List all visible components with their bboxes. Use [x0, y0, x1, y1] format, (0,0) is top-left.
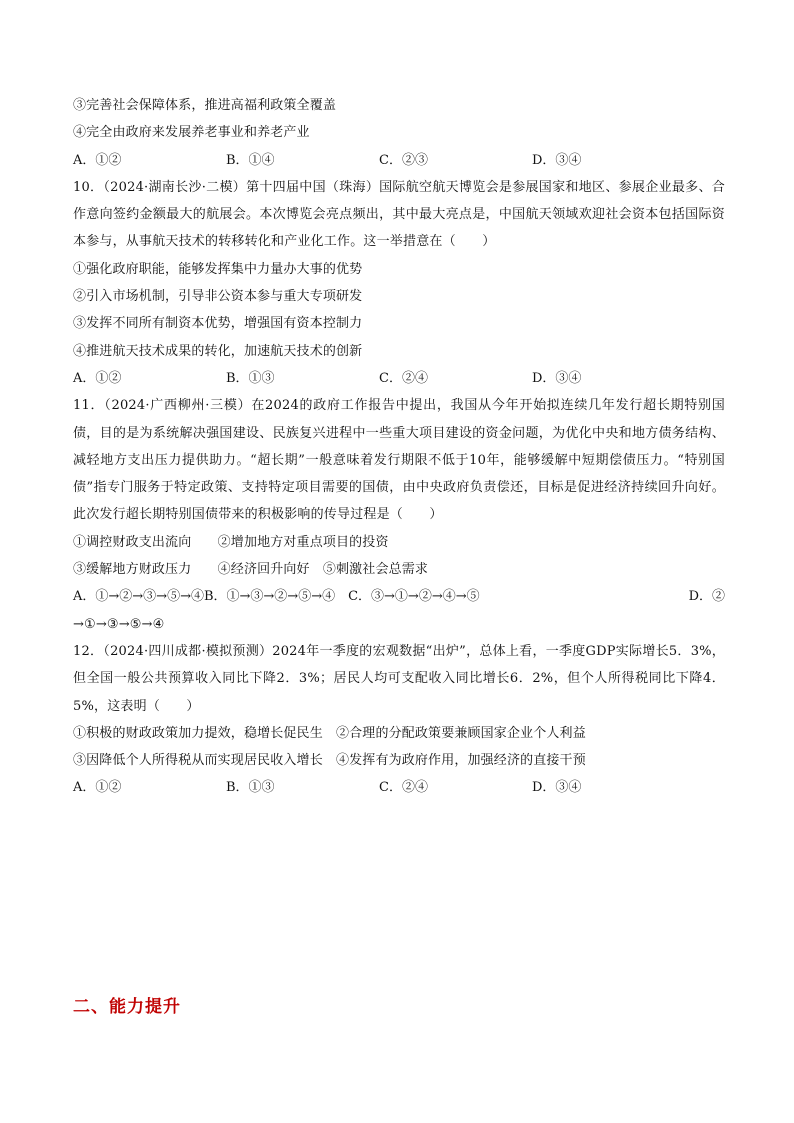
q10-option-3: ③发挥不同所有制资本优势，增强国有资本控制力	[73, 316, 363, 332]
q12-answer-a: A．①②	[73, 780, 122, 796]
q9-answer-d: D．③④	[532, 152, 582, 168]
q11-answer-d-tail: →①→③→⑤→④	[73, 616, 165, 632]
q10-answer-d: D．③④	[532, 370, 582, 386]
q9-answer-c: C．②③	[379, 152, 428, 168]
q10-option-2: ②引入市场机制，引导非公资本参与重大专项研发	[73, 289, 363, 305]
q9-answer-b: B．①④	[226, 152, 275, 168]
q9-answer-a: A．①②	[73, 152, 122, 168]
q10-answer-b: B．①③	[226, 370, 275, 386]
q11-items-line-2: ③缓解地方财政压力 ④经济回升向好 ⑤刺激社会总需求	[73, 562, 429, 578]
q12-answer-b: B．①③	[226, 780, 275, 796]
q12-answer-choices	[73, 774, 725, 801]
q10-answer-a: A．①②	[73, 370, 122, 386]
q10-option-1: ①强化政府职能，能够发挥集中力量办大事的优势	[73, 261, 363, 277]
q9-answer-choices	[73, 147, 725, 174]
q11-items-line-1: ①调控财政支出流向 ②增加地方对重点项目的投资	[73, 534, 389, 550]
q10-option-4: ④推进航天技术成果的转化，加速航天技术的创新	[73, 343, 363, 359]
q9-option-3: ③完善社会保障体系，推进高福利政策全覆盖	[73, 98, 337, 113]
q9-option-4: ④完全由政府来发展养老事业和养老产业	[73, 125, 310, 141]
q10-answer-choices	[73, 365, 725, 392]
q11-stem: 11．（2024·广西柳州·三模）在2024的政府工作报告中提出，我国从今年开始拟连续几年发行超长期特别国债，目的是为系统解决强国建设、民族复兴进程中一些重大项目建设的资金问题，为优化中央和地方债务结构、减轻地方支出压力提供助力。“超长期”一般意味着发行期限不低于10年，能够缓解中短期偿债压力。“特别国债”指专门服务于特定政策、支持特定项目需要的国债，由中央政府负责偿还，目标是促进经济持续回升向好。此次发行超长期特别国债带来的积极影响的传导过程是（ ）	[73, 398, 725, 523]
q12-stem: 12．（2024·四川成都·模拟预测）2024年一季度的宏观数据“出炉”，总体上看，一季度GDP实际增长5．3%，但全国一般公共预算收入同比下降2．3%；居民人均可支配收入同比增长6．2%，但个人所得税同比下降4．5%，这表明（ ）	[73, 643, 725, 714]
q12-items-line-1: ①积极的财政政策加力提效，稳增长促民生 ②合理的分配政策要兼顾国家企业个人利益	[73, 725, 586, 741]
q11-answer-choices	[73, 583, 725, 610]
q11-answers-abc: A．①→②→③→⑤→④B．①→③→②→⑤→④ C．③→①→②→④→⑤	[73, 589, 480, 605]
q10-stem: 10．（2024·湖南长沙·二模）第十四届中国（珠海）国际航空航天博览会是参展国家和地区、参展企业最多、合作意向签约金额最大的航展会。本次博览会亮点频出，其中最大亮点是，中国航天领域欢迎社会资本包括国际资本参与，从事航天技术的转移转化和产业化工作。这一举措意在（ ）	[73, 179, 725, 250]
document-body	[73, 92, 725, 802]
q12-items-line-2: ③因降低个人所得税从而实现居民收入增长 ④发挥有为政府作用，加强经济的直接干预	[73, 753, 586, 769]
section-title: 二、能力提升	[73, 997, 181, 1017]
q12-answer-d: D．③④	[532, 780, 582, 796]
q10-answer-c: C．②④	[379, 370, 428, 386]
q12-answer-c: C．②④	[379, 780, 428, 796]
q11-answer-d-head: D．②	[688, 589, 725, 605]
